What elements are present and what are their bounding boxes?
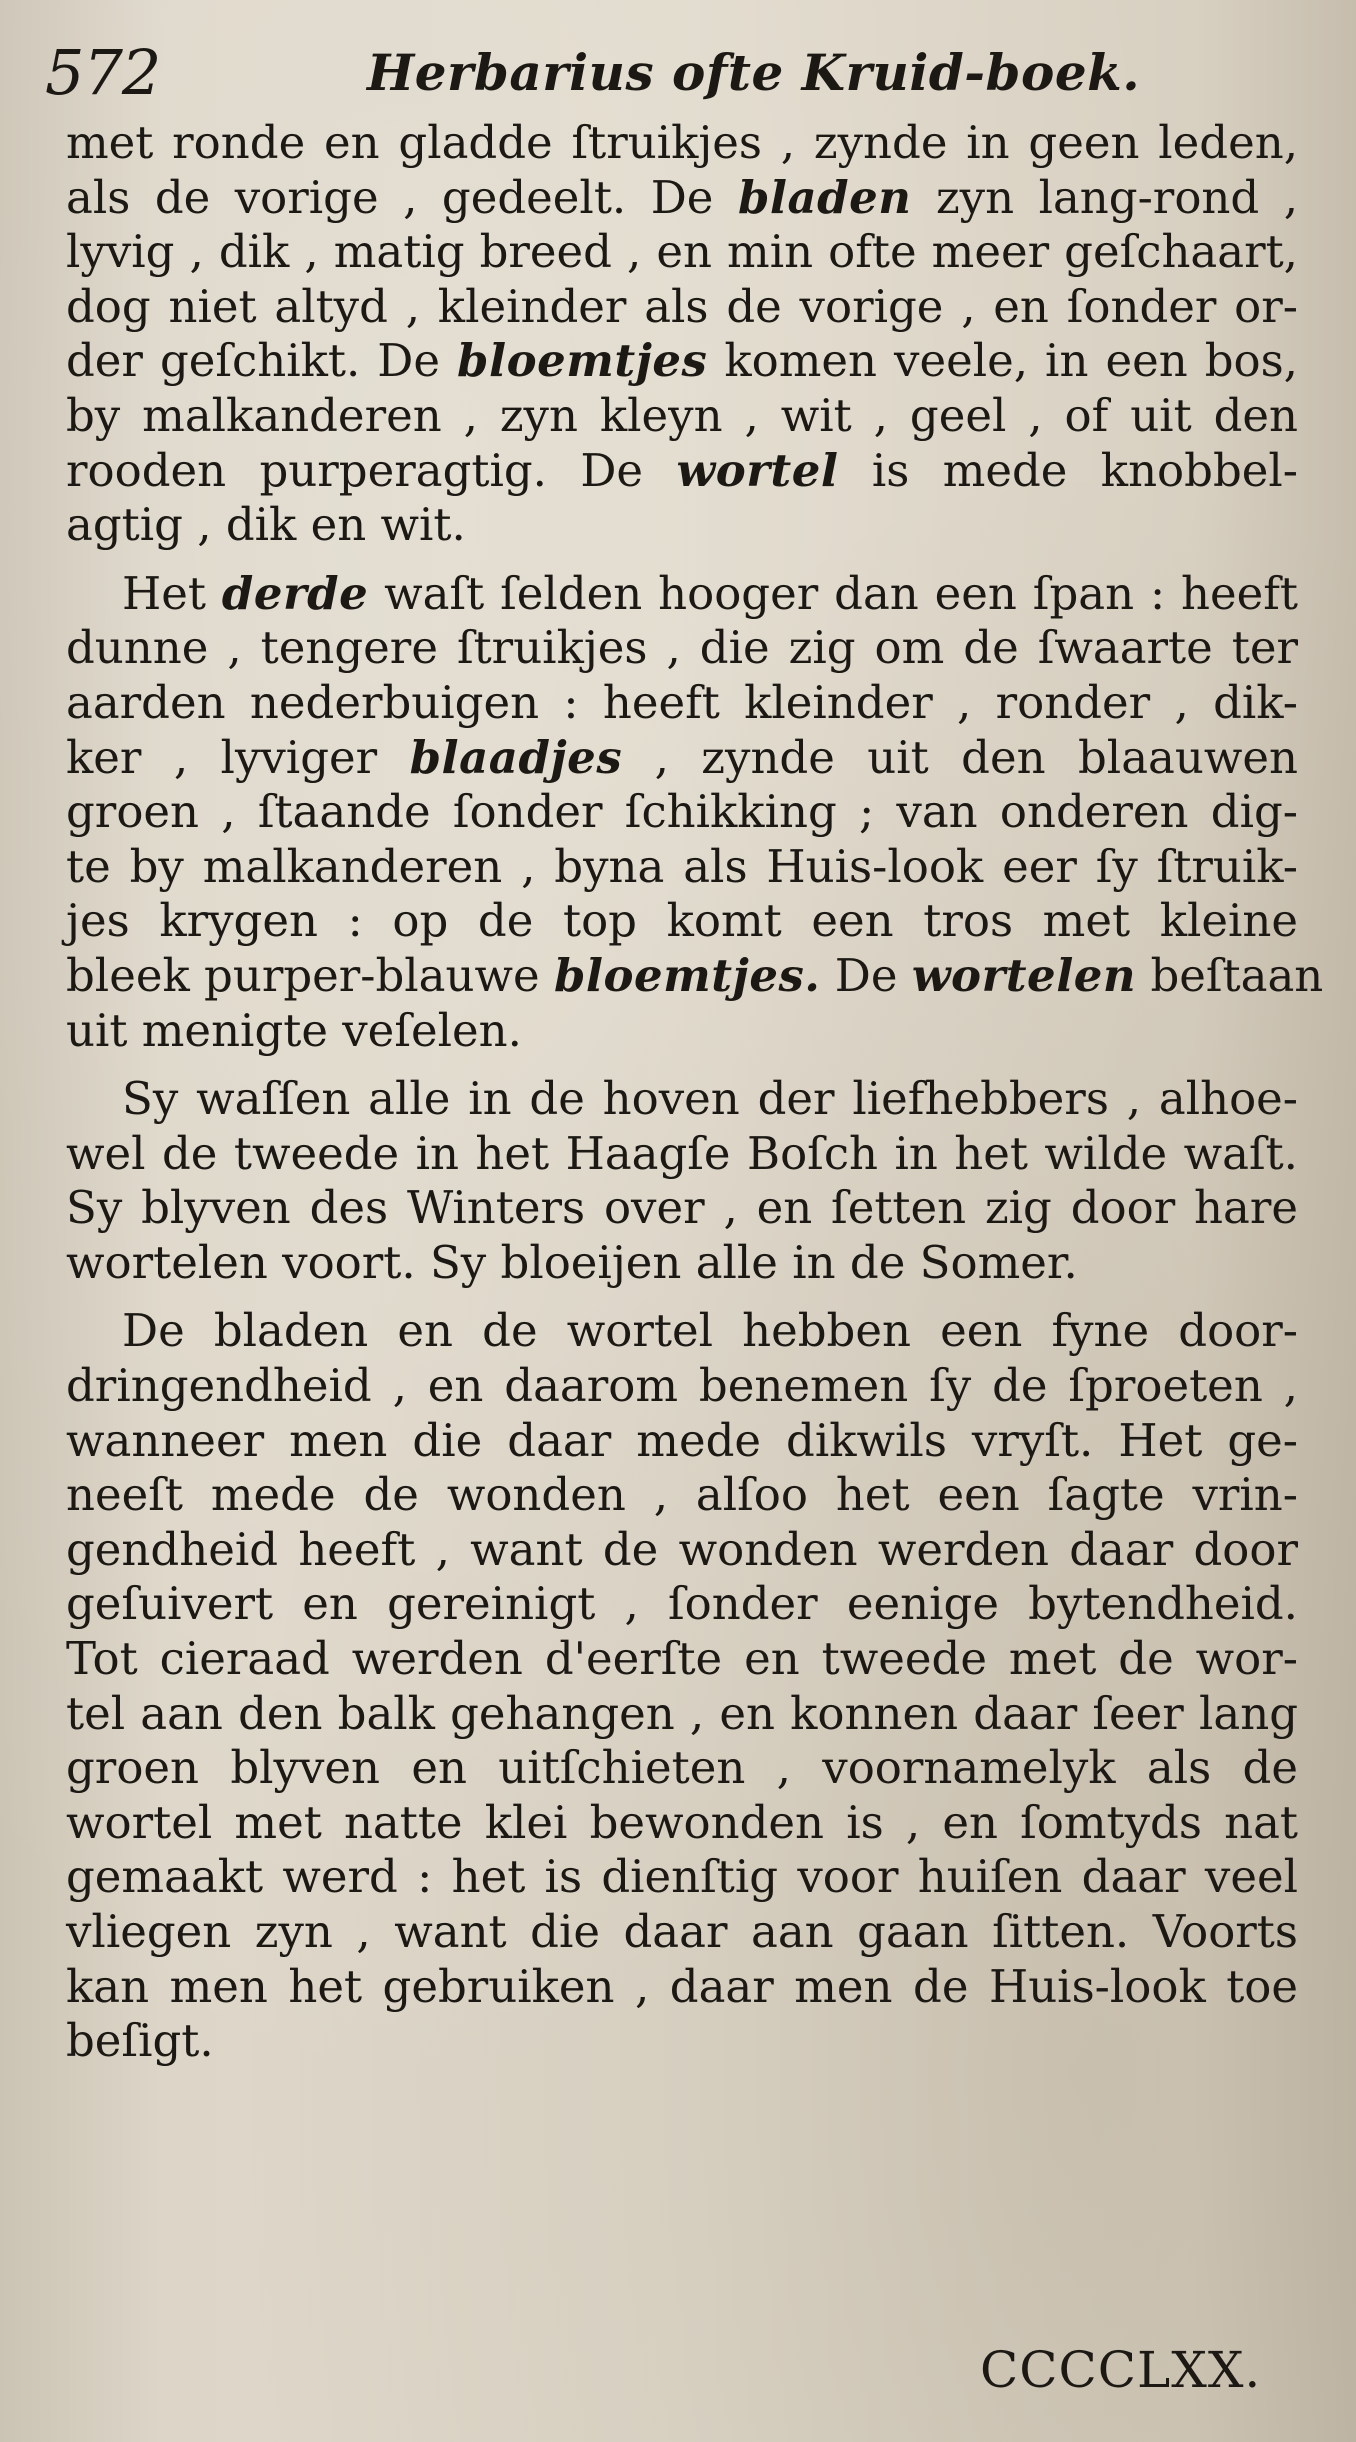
text-line <box>66 444 1298 499</box>
text-segment: wanneer men die daar mede dikwils vryſt. Het ge- <box>66 1413 1298 1467</box>
text-segment: der geſchikt. De <box>66 334 458 388</box>
text-line <box>66 894 1298 949</box>
text-segment: dog niet altyd , kleinder als de vorige , en ſonder or- <box>66 279 1298 333</box>
text-segment: dringendheid , en daarom benemen ſy de ſproeten , <box>66 1359 1298 1413</box>
italic-term: blaadjes <box>409 730 623 784</box>
text-line <box>66 1905 1298 1960</box>
text-segment: by malkanderen , zyn kleyn , wit , geel , of uit den <box>66 388 1298 442</box>
text-segment: rooden purperagtig. De <box>66 443 677 497</box>
text-line <box>66 1072 1298 1127</box>
text-segment: wortelen voort. Sy bloeijen alle in de Somer. <box>66 1235 1078 1289</box>
text-segment: lyvig , dik , matig breed , en min ofte meer geſchaart, <box>66 225 1298 279</box>
text-segment: ker , lyviger <box>66 730 410 784</box>
paragraph-gap <box>66 1290 1298 1304</box>
text-line <box>66 1741 1298 1796</box>
text-segment: tel aan den balk gehangen , en konnen daar ſeer lang <box>66 1686 1298 1740</box>
paragraph <box>66 1304 1298 2068</box>
text-line <box>66 948 1324 1004</box>
text-segment: beſigt. <box>66 2014 214 2068</box>
paragraph-gap <box>66 1058 1298 1072</box>
text-line <box>66 1632 1298 1687</box>
paragraph-gap <box>66 553 1298 567</box>
text-line <box>66 1359 1298 1414</box>
text-segment: jes krygen : op de top komt een tros met kleine <box>66 894 1298 948</box>
text-line <box>66 1127 1298 1182</box>
text-line <box>66 2014 1298 2069</box>
text-line <box>66 116 1298 171</box>
text-line <box>66 225 1298 280</box>
text-line <box>66 1523 1298 1578</box>
text-segment: bleek purper-blauwe <box>66 948 554 1002</box>
text-line <box>66 171 1298 226</box>
text-segment: neeſt mede de wonden , alſoo het een ſagte vrin- <box>66 1468 1298 1522</box>
text-line <box>66 1181 1298 1236</box>
text-segment: te by malkanderen , byna als Huis-look eer ſy ſtruik- <box>66 839 1298 893</box>
text-segment: aarden nederbuigen : heeft kleinder , ronder , dik- <box>66 675 1298 729</box>
paragraph <box>66 1072 1298 1290</box>
text-segment: komen veele, in een bos, <box>707 334 1298 388</box>
italic-term: wortelen <box>911 948 1137 1002</box>
paragraph <box>66 116 1298 553</box>
signature-mark: CCCCLXX. <box>980 2341 1262 2399</box>
text-line <box>66 1004 1298 1059</box>
text-line <box>66 621 1298 676</box>
page-header <box>45 28 1315 118</box>
text-line <box>66 1960 1298 2015</box>
text-segment: gemaakt werd : het is dienſtig voor huiſen daar veel <box>66 1850 1298 1904</box>
text-segment: Het <box>122 566 222 620</box>
text-segment: De bladen en de wortel hebben een fyne door- <box>122 1304 1298 1358</box>
text-line <box>66 567 1298 622</box>
text-segment: vliegen zyn , want die daar aan gaan ſitten. Voorts <box>66 1905 1298 1958</box>
body-text <box>66 116 1324 2069</box>
italic-term: bloemtjes <box>457 334 708 388</box>
text-line <box>66 840 1298 895</box>
text-segment: gendheid heeft , want de wonden werden daar door <box>66 1522 1298 1576</box>
italic-term: bloemtjes. <box>553 948 821 1002</box>
text-segment: uit menigte veſelen. <box>66 1003 522 1057</box>
page-number: 572 <box>45 36 161 109</box>
text-segment: kan men het gebruiken , daar men de Huis-look toe <box>66 1959 1298 2013</box>
text-segment: , zynde uit den blaauwen <box>622 730 1298 784</box>
text-segment: met ronde en gladde ſtruikjes , zynde in geen leden, <box>66 116 1298 169</box>
text-segment: wortel met natte klei bewonden is , en ſomtyds nat <box>66 1795 1298 1849</box>
text-segment: dunne , tengere ſtruikjes , die zig om de ſwaarte ter <box>66 621 1298 675</box>
text-segment: Sy waſſen alle in de hoven der liefhebbers , alhoe- <box>122 1072 1298 1126</box>
running-title: Herbarius ofte Kruid-boek. <box>367 43 1141 102</box>
text-segment: wel de tweede in het Haagſe Boſch in het wilde waſt. <box>66 1126 1298 1180</box>
text-line <box>66 1796 1298 1851</box>
text-line <box>66 389 1298 444</box>
text-line <box>66 1687 1298 1742</box>
text-segment: Sy blyven des Winters over , en ſetten zig door hare <box>66 1181 1298 1235</box>
text-segment: zyn lang-rond , <box>911 170 1299 224</box>
text-segment: agtig , dik en wit. <box>66 498 466 552</box>
text-segment: beſtaan <box>1136 948 1324 1002</box>
italic-term: wortel <box>676 443 839 497</box>
text-line <box>66 1236 1298 1291</box>
text-line <box>66 1414 1298 1469</box>
paragraph <box>66 566 1324 1058</box>
text-segment: groen blyven en uitſchieten , voornamelyk als de <box>66 1741 1298 1795</box>
text-line <box>66 1468 1298 1523</box>
text-line <box>66 1577 1298 1632</box>
text-line <box>66 676 1298 731</box>
text-segment: De <box>820 948 912 1002</box>
text-segment: is mede knobbel- <box>838 443 1298 497</box>
text-segment: groen , ſtaande ſonder ſchikking ; van onderen dig- <box>66 785 1298 839</box>
text-line <box>66 498 1298 553</box>
text-segment: waſt ſelden hooger dan een ſpan : heeft <box>368 566 1298 620</box>
text-line <box>66 280 1298 335</box>
text-segment: Tot cieraad werden d'eerſte en tweede met de wor- <box>66 1632 1298 1686</box>
italic-term: derde <box>221 566 369 620</box>
text-line <box>66 731 1298 786</box>
text-line <box>66 334 1298 389</box>
italic-term: bladen <box>737 170 912 224</box>
text-line <box>66 1850 1298 1905</box>
text-segment: geſuivert en gereinigt , ſonder eenige bytendheid. <box>66 1577 1298 1631</box>
text-line <box>66 1304 1298 1359</box>
text-segment: als de vorige , gedeelt. De <box>66 170 738 224</box>
text-line <box>66 785 1298 840</box>
